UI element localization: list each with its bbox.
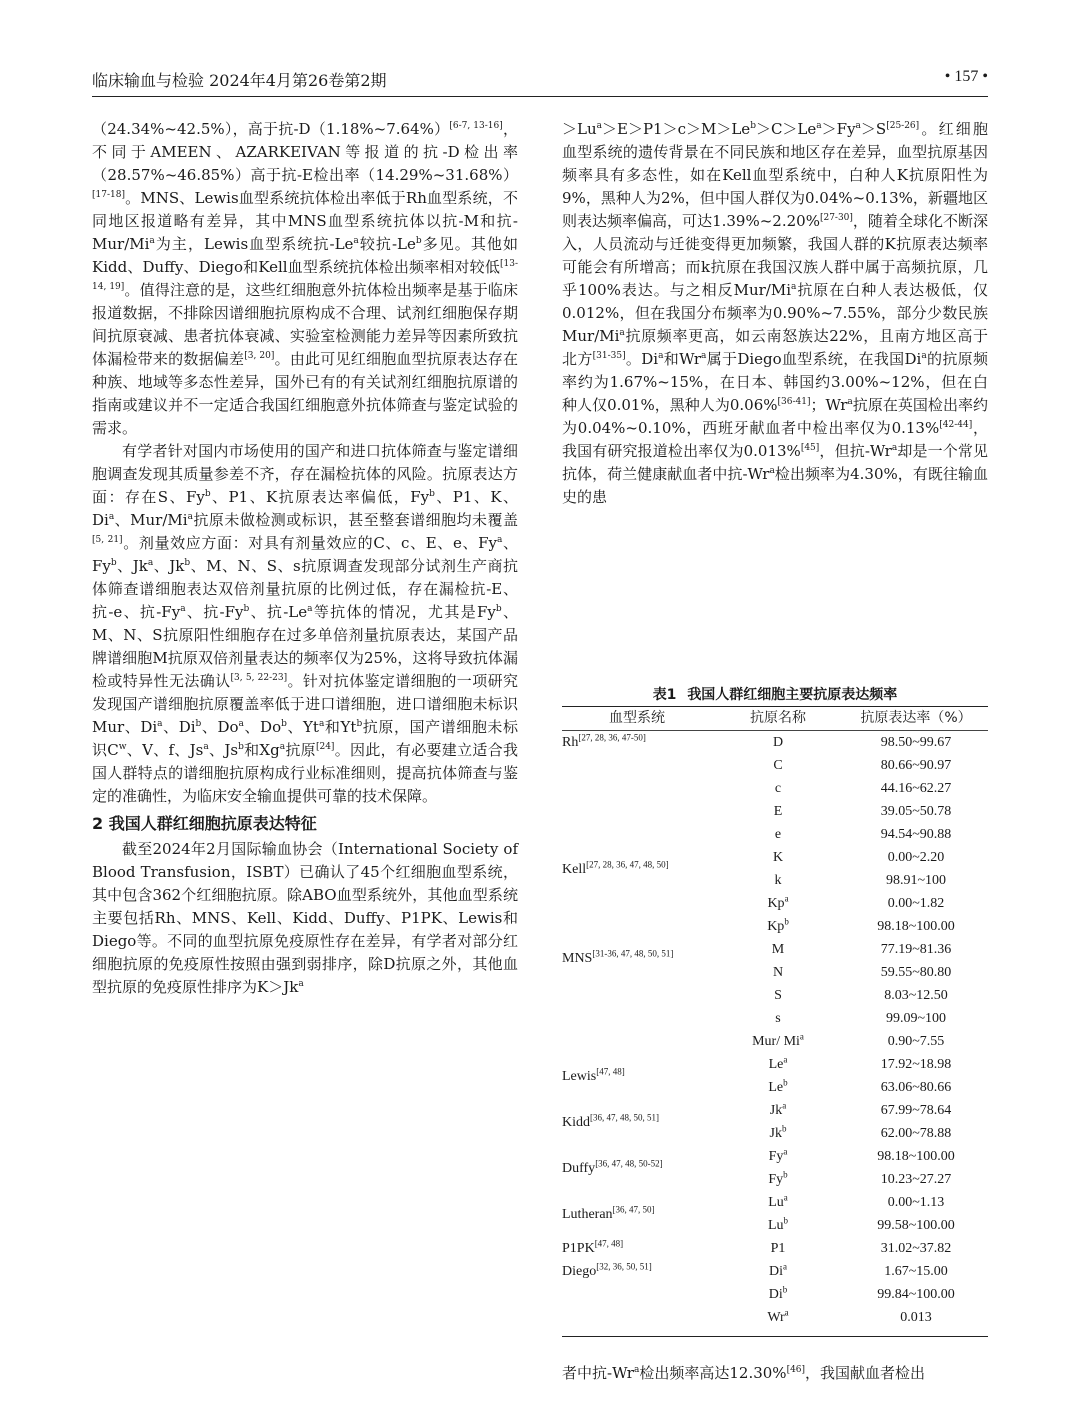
paragraph-continued: 者中抗-Wr$^a$检出频率高达12.30%[46]，我国献血者检出 (562, 1364, 926, 1382)
cell-antigen: Di$^a$ (769, 1261, 787, 1279)
cell-system-group: Kidd[36, 47, 48, 50, 51] (562, 1111, 659, 1130)
cell-rate: 44.16~62.27 (880, 781, 952, 796)
table-caption-text: 我国人群红细胞主要抗原表达频率 (687, 687, 898, 703)
cell-rate: 98.18~100.00 (877, 919, 955, 934)
table-row (562, 1030, 988, 1053)
cell-rate: 17.92~18.98 (880, 1057, 952, 1072)
cell-antigen: c (774, 781, 782, 796)
cell-rate: 99.09~100 (885, 1011, 947, 1026)
cell-rate: 63.06~80.66 (880, 1080, 952, 1095)
cell-antigen: Mur/ Mi$^a$ (752, 1031, 804, 1049)
cell-antigen: k (774, 873, 782, 888)
table-caption (562, 684, 988, 706)
cell-system-group: Diego[32, 36, 50, 51] (562, 1261, 652, 1279)
table-row (562, 1283, 988, 1306)
table-row (562, 915, 988, 938)
page-number: • 157 • (944, 68, 988, 85)
paragraph: （24.34%~42.5%），高于抗-D（1.18%~7.64%）[6-7, 13-16]，不同于AMEEN、AZARKEIVAN等报道的抗-D检出率（28.57%~46.85%）高于抗-E检出率（14.29%~31.68%）[17-18]。MNS、Lewis血型系统抗体检出率低于Rh血型系统，不同地区报道略有差异，其中MNS血型系统抗体以抗-M和抗-Mur/Mi$^a$为主，Lewis血型系统抗-Le$^a$较抗-Le$^b$多见。其他如Kidd、Duffy、Diego和Kell血型系统抗体检出频率相对较低[13-14, 19]。值得注意的是，这些红细胞意外抗体检出频率是基于临床报道数据，不排除因谱细胞抗原构成不合理、试剂红细胞保存期间抗原衰减、患者抗体衰减、实验室检测能力差异等因素所致抗体漏检带来的数据偏差[3, 20]。由此可见红细胞血型抗原表达存在种族、地域等多态性差异，国外已有的有关试剂红细胞抗原谱的指南或建议并不一定适合我国红细胞意外抗体筛查与鉴定试验的需求。 (92, 120, 518, 437)
cell-rate: 39.05~50.78 (880, 804, 952, 819)
paragraph: 有学者针对国内市场使用的国产和进口抗体筛查与鉴定谱细胞调查发现其质量参差不齐，存在漏检抗体的风险。抗原表达方面：存在S、Fy$^b$、P1、K抗原表达率偏低，Fy$^b$、P1、K、Di$^a$、Mur/Mi$^a$抗原未做检测或标识，甚至整套谱细胞均未覆盖[5, 21]。剂量效应方面：对具有剂量效应的C、c、E、e、Fy$^a$、Fy$^b$、Jk$^a$、Jk$^b$、M、N、S、s抗原调查发现部分试剂生产商抗体筛查谱细胞表达双倍剂量抗原的比例过低，存在漏检抗-E、抗-e、抗-Fy$^a$、抗-Fy$^b$、抗-Le$^a$等抗体的情况，尤其是Fy$^b$、M、N、S抗原阳性细胞存在过多单倍剂量抗原表达，某国产品牌谱细胞M抗原双倍剂量表达的频率仅为25%，这将导致抗体漏检或特异性无法确认[3, 5, 22-23]。针对抗体鉴定谱细胞的一项研究发现国产谱细胞抗原覆盖率低于进口谱细胞，进口谱细胞未标识Mur、Di$^a$、Di$^b$、Do$^a$、Do$^b$、Yt$^a$和Yt$^b$抗原，国产谱细胞未标识$C^w$、V、f、Js$^a$、Js$^b$和Xg$^a$抗原[24]。因此，有必要建立适合我国人群特点的谱细胞抗原构成行业标准细则，提高抗体筛查与鉴定的准确性，为临床安全输血提供可靠的技术保障。 (92, 442, 519, 805)
cell-antigen: Wr$^a$ (767, 1307, 789, 1325)
table-row (562, 754, 988, 777)
table-row (562, 777, 988, 800)
journal-title: 临床输血与检验 2024年4月第26卷第2期 (92, 71, 387, 90)
cell-rate: 0.00~2.20 (887, 850, 945, 865)
cell-antigen: C (773, 758, 783, 773)
table-row (562, 1306, 988, 1329)
cell-rate: 99.84~100.00 (877, 1287, 955, 1302)
right-column (562, 118, 988, 509)
cell-antigen: Kp$^b$ (767, 916, 789, 934)
table-row (562, 1237, 988, 1260)
cell-system-group: Kell[27, 28, 36, 47, 48, 50] (562, 858, 669, 877)
cell-antigen: N (772, 965, 784, 980)
cell-rate: 31.02~37.82 (880, 1241, 952, 1256)
cell-antigen: Fy$^b$ (768, 1169, 788, 1187)
cell-rate: 94.54~90.88 (880, 827, 952, 842)
cell-rate: 80.66~90.97 (880, 758, 952, 773)
table-row (562, 800, 988, 823)
cell-rate: 10.23~27.27 (880, 1172, 952, 1187)
cell-rate: 59.55~80.80 (880, 965, 952, 980)
cell-system-group: Lutheran[36, 47, 50] (562, 1203, 655, 1222)
cell-antigen: s (775, 1011, 781, 1026)
header-rate: 抗原表达率（%） (860, 710, 972, 726)
table-row (562, 892, 988, 915)
header-system: 血型系统 (609, 710, 665, 726)
running-header (92, 64, 988, 92)
cell-antigen: Fy$^a$ (768, 1146, 788, 1164)
cell-rate: 67.99~78.64 (880, 1103, 952, 1118)
cell-system-group: MNS[31-36, 47, 48, 50, 51] (562, 948, 674, 967)
table-1 (562, 684, 988, 1329)
cell-antigen: E (773, 804, 783, 819)
cell-rate: 98.18~100.00 (877, 1149, 955, 1164)
cell-rate: 62.00~78.88 (880, 1126, 952, 1141)
header-antigen: 抗原名称 (750, 710, 806, 726)
cell-rate: 99.58~100.00 (877, 1218, 955, 1233)
table-row (562, 731, 988, 754)
cell-antigen: K (772, 850, 784, 865)
cell-rate: 0.90~7.55 (887, 1034, 945, 1049)
cell-antigen: Le$^a$ (768, 1054, 788, 1072)
cell-antigen: Lu$^b$ (767, 1215, 789, 1233)
table-row (562, 1053, 988, 1076)
cell-system-group: Duffy[36, 47, 48, 50-52] (562, 1157, 663, 1176)
table-row (562, 1007, 988, 1030)
table-body (562, 731, 988, 1329)
cell-system: Rh[27, 28, 36, 47-50] (562, 732, 646, 750)
cell-antigen: Di$^b$ (768, 1284, 788, 1302)
cell-antigen: e (774, 827, 782, 842)
cell-rate: 0.00~1.82 (887, 896, 945, 911)
paragraph: 截至2024年2月国际输血协会（International Society of Blood Transfusion，ISBT）已确认了45个红细胞血型系统，其中包含362个红细胞抗原。除ABO血型系统外，其他血型系统主要包括Rh、MNS、Kell、Kidd、Duffy、P1PK、Lewis和Diego等。不同的血型抗原免疫原性存在差异，有学者对部分红细胞抗原的免疫原性按照由强到弱排序，除D抗原之外，其他血型抗原的免疫原性排序为$K>Jk^a$ (92, 840, 518, 996)
table-bottom-rule (562, 1336, 988, 1337)
cell-antigen: P1 (770, 1241, 786, 1256)
cell-antigen: Kp$^a$ (767, 893, 789, 911)
cell-rate: 0.00~1.13 (887, 1195, 945, 1210)
section-title: 2 我国人群红细胞抗原表达特征 (92, 814, 317, 833)
cell-system-group: P1PK[47, 48] (562, 1238, 624, 1256)
paragraph: $>Lu^a>E>P1>c>M>Le^b>C>Le^a>Fy^a>S[25-26]$。红细胞血型系统的遗传背景在不同民族和地区存在差异，血型抗原基因频率具有多态性，如在Kell血型系统中，白种人K抗原阳性为9%，黑种人为2%，但中国人群仅为0.04%~0.13%，新疆地区则表达频率偏高，可达1.39%~2.20%[27-30]，随着全球化不断深入，人员流动与迁徙变得更加频繁，我国人群的K抗原表达频率可能会有所增高；而k抗原在我国汉族人群中属于高频抗原，几乎100%表达。与之相反Mur/Mi$^a$抗原在白种人表达极低，仅0.012%，但在我国分布频率为0.90%~7.55%，部分少数民族Mur/Mi$^a$抗原频率更高，如云南怒族达22%，且南方地区高于北方[31-35]。Di$^a$和Wr$^a$属于Diego血型系统，在我国Di$^a$的抗原频率约为1.67%~15%，在日本、韩国约3.00%~12%，但在白种人仅0.01%，黑种人为0.06%[36-41]；Wr$^a$抗原在英国检出率约为0.04%~0.10%，西班牙献血者中检出率仅为0.13%[42-44]，我国有研究报道检出率仅为0.013%[45]，但抗-Wr$^a$却是一个常见抗体，荷兰健康献血者中抗-Wr$^a$检出频率为4.30%，有既往输血史的患 (562, 120, 989, 506)
cell-rate: 0.013 (900, 1310, 932, 1325)
cell-system-group: Lewis[47, 48] (562, 1065, 625, 1084)
table-row (562, 823, 988, 846)
cell-rate: 98.50~99.67 (880, 735, 952, 750)
cell-antigen: D (772, 735, 784, 750)
cell-antigen: S (774, 988, 782, 1003)
cell-antigen: Jk$^b$ (769, 1123, 787, 1141)
cell-rate: 77.19~81.36 (880, 942, 952, 957)
table-caption-label: 表1 (652, 687, 677, 703)
cell-antigen: Lu$^a$ (768, 1192, 788, 1210)
cell-rate: 8.03~12.50 (884, 988, 948, 1003)
cell-rate: 1.67~15.00 (884, 1264, 948, 1279)
table-row (562, 984, 988, 1007)
table-header-row (562, 707, 988, 730)
left-column (92, 118, 518, 999)
cell-antigen: M (771, 942, 785, 957)
cell-antigen: Jk$^a$ (769, 1100, 787, 1118)
header-rule (92, 96, 988, 97)
cell-rate: 98.91~100 (885, 873, 947, 888)
cell-antigen: Le$^b$ (768, 1077, 788, 1095)
table-row (562, 1076, 988, 1099)
